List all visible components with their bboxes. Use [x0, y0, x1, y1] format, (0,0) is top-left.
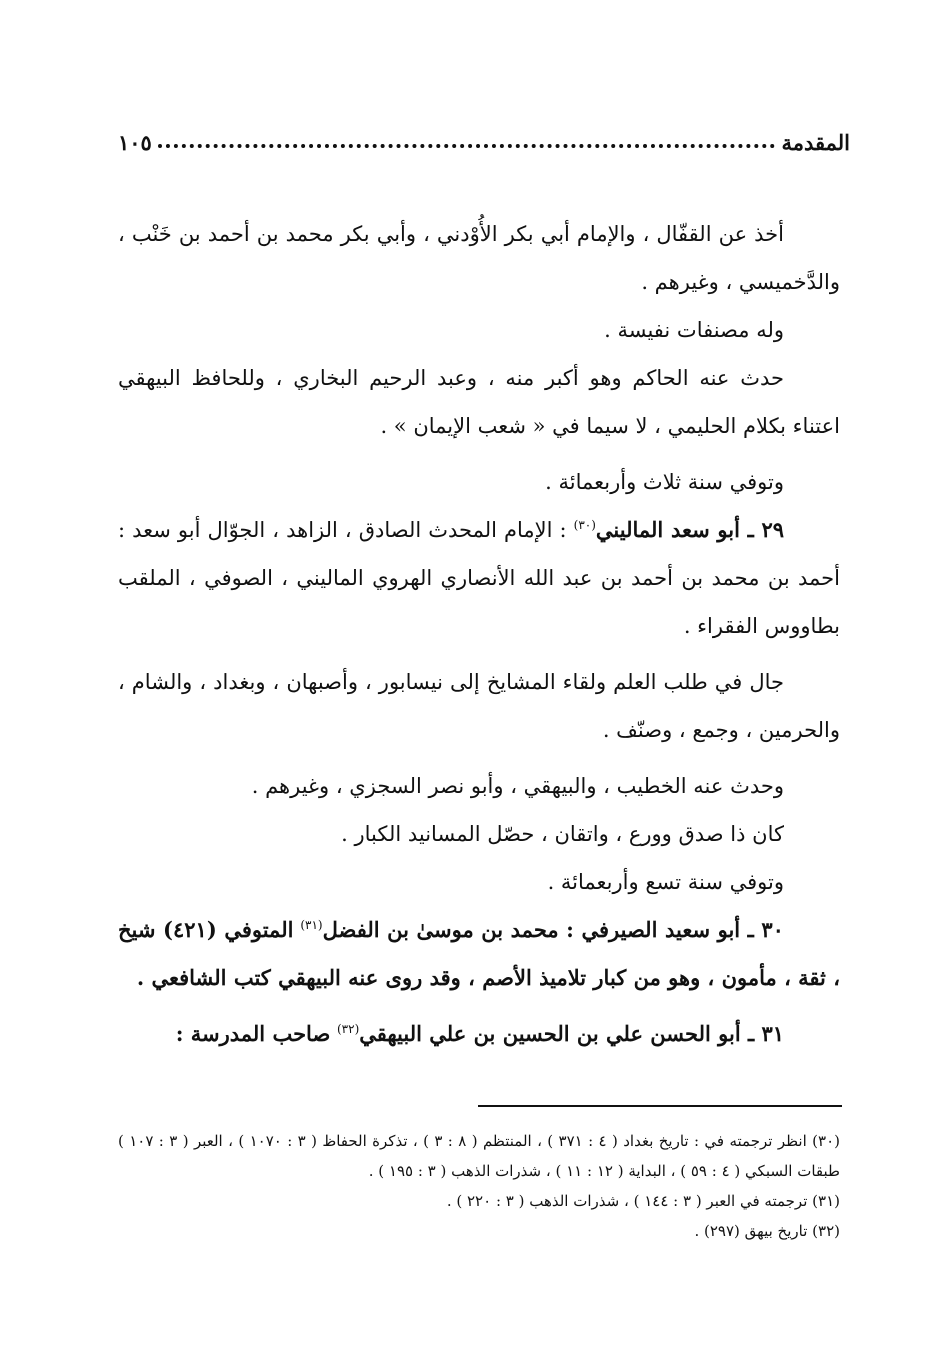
- paragraph: حدث عنه الحاكم وهو أكبر منه ، وعبد الرحيم البخاري ، وللحافظ البيهقي اعتناء بكلام الحليمي ، لا سيما في « شعب الإيمان » .: [118, 366, 840, 438]
- entry-30: [118, 906, 840, 1002]
- main-text: [118, 210, 840, 1058]
- entry-text: صاحب المدرسة :: [175, 1021, 331, 1046]
- paragraph: وله مصنفات نفيسة .: [604, 318, 784, 342]
- paragraph: وحدث عنه الخطيب ، والبيهقي ، وأبو نصر السجزي ، وغيرهم .: [251, 774, 784, 798]
- footnote: (٣٠) انظر ترجمته في : تاريخ بغداد ( ٤ : ٣٧١ ) ، المنتظم ( ٨ : ٣ ) ، تذكرة الحفاظ ( ٣ : ١٠٧٠ ) ، العبر ( ٣ : ١٠٧ ) طبقات السبكي ( ٤ : ٥٩ ) ، البداية ( ١٢ : ١١ ) ، شذرات الذهب ( ٣ : ١٩٥ ) .: [118, 1132, 840, 1180]
- paragraph: وتوفي سنة ثلاث وأربعمائة .: [545, 470, 784, 494]
- entry-heading: ٣١ ـ أبو الحسن علي بن الحسين بن علي البيهقي: [359, 1021, 784, 1046]
- footnote-ref: (٣٢): [336, 1022, 360, 1036]
- footnote: (٣١) ترجمته في العبر ( ٣ : ١٤٤ ) ، شذرات الذهب ( ٣ : ٢٢٠ ) .: [446, 1192, 840, 1210]
- footnote-ref: (٣٠): [573, 518, 596, 532]
- footnote-ref: (٣١): [300, 918, 323, 932]
- entry-29: [118, 506, 840, 650]
- footnote-separator: [478, 1105, 842, 1107]
- dot-leader: [158, 144, 776, 148]
- entry-heading: ٣٠ ـ أبو سعيد الصيرفي : محمد بن موسىٰ بن الفضل: [322, 917, 784, 942]
- page-number: ١٠٥: [118, 129, 152, 155]
- footnotes: [118, 1126, 840, 1246]
- paragraph: وتوفي سنة تسع وأربعمائة .: [547, 870, 784, 894]
- running-header: [118, 124, 850, 160]
- paragraph: أخذ عن القفّال ، والإمام أبي بكر الأُوْدني ، وأبي بكر محمد بن أحمد بن خَنْب ، والدَّخميسي ، وغيرهم .: [118, 222, 840, 294]
- paragraph: جال في طلب العلم ولقاء المشايخ إلى نيسابور ، وأصبهان ، وبغداد ، والشام ، والحرمين ، وجمع ، وصنّف .: [118, 670, 840, 742]
- entry-heading: ٢٩ ـ أبو سعد الماليني: [595, 517, 784, 542]
- entry-text: المتوفي (٤٢١) شيخ ، ثقة ، مأمون ، وهو من كبار تلاميذ الأصم ، وقد روى عنه البيهقي كتب الشافعي .: [118, 917, 840, 990]
- paragraph: كان ذا صدق وورع ، واتقان ، حصّل المسانيد الكبار .: [341, 822, 784, 846]
- entry-31: [118, 1010, 840, 1058]
- section-title: المقدمة: [781, 129, 850, 155]
- footnote: (٣٢) تاريخ بيهق (٢٩٧) .: [694, 1222, 840, 1240]
- entry-text: : الإمام المحدث الصادق ، الزاهد ، الجوّال أبو سعد : أحمد بن محمد بن أحمد بن عبد الله الأنصاري الهروي الماليني ، الصوفي ، الملقب بطاووس الفقراء .: [118, 518, 840, 638]
